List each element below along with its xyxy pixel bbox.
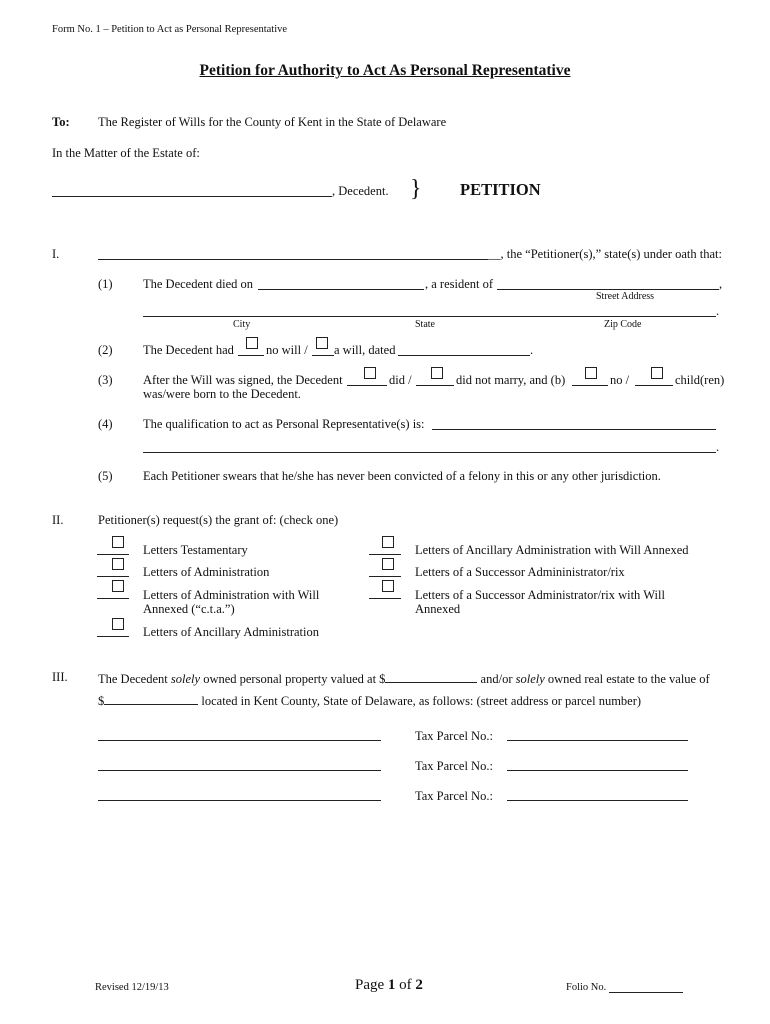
successor-will-annexed-label-line2: Annexed [415, 602, 461, 616]
item-2-number: (2) [98, 343, 113, 357]
resident-of-label: , a resident of [425, 277, 494, 291]
tax-parcel-label: Tax Parcel No.: [415, 759, 493, 773]
form-number-label: Form No. 1 – Petition to Act as Personal Representative [52, 24, 288, 35]
no-children-mark-line [572, 385, 608, 386]
tax-parcel-label: Tax Parcel No.: [415, 789, 493, 803]
property-value-text: The Decedent solely owned personal property valued at $ and/or solely owned real estate to the value of [98, 672, 710, 686]
estate-matter-text: In the Matter of the Estate of: [52, 146, 200, 160]
decedent-had-label: The Decedent had [143, 343, 234, 357]
no-will-label: no will / [266, 343, 308, 357]
ancillary-will-annexed-checkbox[interactable] [382, 536, 394, 548]
letters-administration-label: Letters of Administration [143, 565, 270, 579]
item-4-number: (4) [98, 417, 113, 431]
qualification-label: The qualification to act as Personal Representative(s) is: [143, 417, 425, 431]
property-address-field[interactable] [98, 770, 381, 771]
will-date-field[interactable] [398, 355, 530, 356]
folio-label: Folio No. [566, 982, 607, 993]
a-will-dated-label: a will, dated [334, 343, 396, 357]
did-not-marry-checkbox[interactable] [431, 367, 443, 379]
section-2-numeral: II. [52, 513, 64, 527]
decedent-name-field[interactable] [52, 196, 332, 197]
street-address-field[interactable] [497, 289, 719, 290]
children-mark-line [635, 385, 673, 386]
no-label: no / [610, 373, 630, 387]
tax-parcel-field[interactable] [507, 740, 688, 741]
option-mark-line [369, 576, 401, 577]
a-will-checkbox[interactable] [316, 337, 328, 349]
died-on-label: The Decedent died on [143, 277, 254, 291]
option-mark-line [97, 576, 129, 577]
tax-parcel-label: Tax Parcel No.: [415, 729, 493, 743]
qualification-field-continued[interactable] [143, 452, 716, 453]
tax-parcel-field[interactable] [507, 800, 688, 801]
successor-will-annexed-checkbox[interactable] [382, 580, 394, 592]
option-mark-line [97, 554, 129, 555]
city-state-zip-field[interactable] [143, 316, 716, 317]
petition-label: PETITION [460, 180, 541, 199]
felony-oath-text: Each Petitioner swears that he/she has never been convicted of a felony in this or any other jurisdiction. [143, 469, 661, 483]
option-mark-line [369, 554, 401, 555]
item-3-number: (3) [98, 373, 113, 387]
qualification-field[interactable] [432, 429, 716, 430]
born-to-decedent-text: was/were born to the Decedent. [143, 387, 301, 401]
tax-parcel-field[interactable] [507, 770, 688, 771]
letters-ancillary-label: Letters of Ancillary Administration [143, 625, 320, 639]
street-address-caption: Street Address [596, 291, 655, 302]
option-mark-line [97, 636, 129, 637]
letters-ancillary-checkbox[interactable] [112, 618, 124, 630]
period-mark: . [716, 440, 720, 454]
period-mark: . [716, 304, 720, 318]
property-address-field[interactable] [98, 740, 381, 741]
letters-testamentary-label: Letters Testamentary [143, 543, 248, 557]
no-will-checkbox[interactable] [246, 337, 258, 349]
death-date-field[interactable] [258, 289, 424, 290]
children-checkbox[interactable] [651, 367, 663, 379]
brace-symbol: } [410, 176, 422, 202]
comma-mark: , [719, 277, 723, 291]
item-1-number: (1) [98, 277, 113, 291]
folio-number-field[interactable] [609, 992, 683, 993]
real-estate-value-field[interactable] [104, 692, 198, 705]
option-mark-line [369, 598, 401, 599]
real-estate-value-text: $ located in Kent County, State of Delaware, as follows: (street address or parcel number) [98, 694, 642, 708]
state-caption: State [415, 319, 435, 330]
petitioner-oath-text: __, the “Petitioner(s),” state(s) under oath that: [488, 247, 722, 261]
to-recipient-text: The Register of Wills for the County of Kent in the State of Delaware [98, 115, 447, 129]
letters-administration-checkbox[interactable] [112, 558, 124, 570]
did-not-mark-line [416, 385, 454, 386]
no-children-checkbox[interactable] [585, 367, 597, 379]
city-caption: City [233, 319, 251, 330]
page-title: Petition for Authority to Act As Personal Representative [199, 62, 571, 79]
did-not-marry-label: did not marry, and (b) [456, 373, 566, 387]
successor-will-annexed-label: Letters of a Successor Administrator/rix with Will [415, 588, 665, 602]
letters-administration-cta-checkbox[interactable] [112, 580, 124, 592]
period-mark: . [530, 343, 534, 357]
did-marry-checkbox[interactable] [364, 367, 376, 379]
ancillary-will-annexed-label: Letters of Ancillary Administration with Will Annexed [415, 543, 689, 557]
petitioner-name-field[interactable] [98, 259, 488, 260]
no-will-mark-line [238, 355, 264, 356]
option-mark-line [97, 598, 129, 599]
letters-administration-cta-label: Letters of Administration with Will [143, 588, 320, 602]
section-3-numeral: III. [52, 670, 68, 684]
property-address-field[interactable] [98, 800, 381, 801]
grant-request-text: Petitioner(s) request(s) the grant of: (check one) [98, 513, 339, 527]
section-1-numeral: I. [52, 247, 60, 261]
after-will-signed-label: After the Will was signed, the Decedent [143, 373, 343, 387]
page-number: Page 1 of 2 [355, 977, 423, 993]
successor-administrator-label: Letters of a Successor Admininistrator/rix [415, 565, 625, 579]
letters-administration-cta-label-line2: Annexed (“c.t.a.”) [143, 602, 235, 616]
a-will-mark-line [312, 355, 334, 356]
zip-caption: Zip Code [604, 319, 642, 330]
children-label: child(ren) [675, 373, 725, 387]
personal-property-value-field[interactable] [385, 670, 477, 683]
successor-administrator-checkbox[interactable] [382, 558, 394, 570]
decedent-label: , Decedent. [332, 184, 389, 198]
to-label: To: [52, 115, 70, 129]
item-5-number: (5) [98, 469, 113, 483]
revised-date: Revised 12/19/13 [95, 982, 169, 993]
letters-testamentary-checkbox[interactable] [112, 536, 124, 548]
did-mark-line [347, 385, 387, 386]
did-label: did / [389, 373, 412, 387]
